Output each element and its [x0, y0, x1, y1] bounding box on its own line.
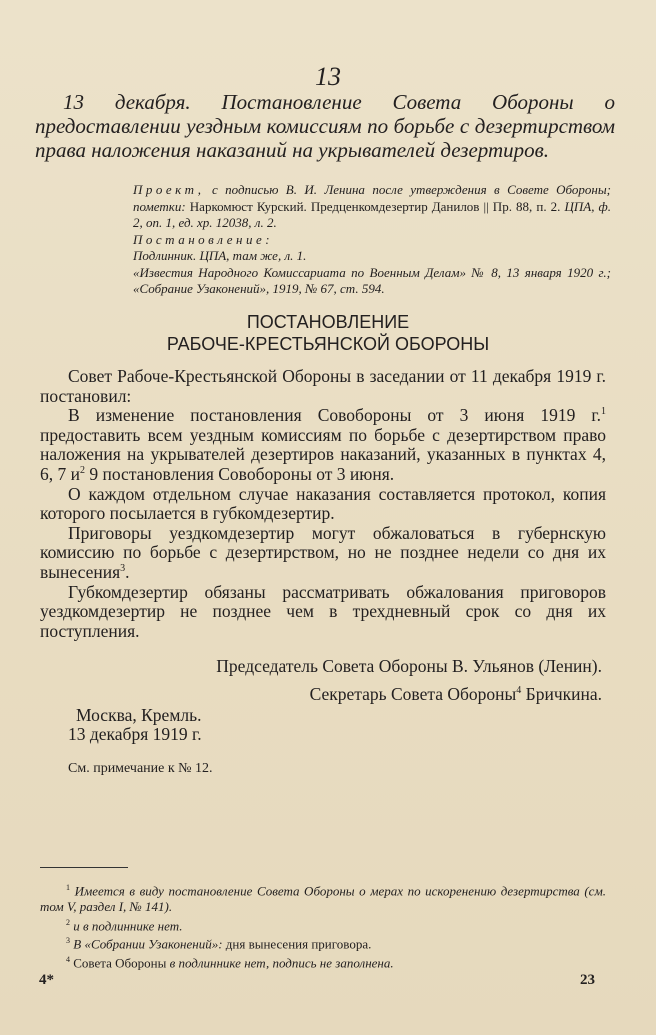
footnote-1-mark: 1 [66, 883, 70, 892]
draft-marks: Наркомюст Курский. Предценкомдезертир Данилов || Пр. 88, п. 2. [189, 198, 561, 214]
footnote-4-italic: в подлиннике нет, подпись не заполнена. [166, 955, 394, 971]
footnote-4-plain: Совета Обороны [73, 955, 167, 971]
secretary-signature-start: Секретарь Совета Обороны [309, 684, 517, 704]
paragraph-4-start: Приговоры уездкомдезертир могут обжаловаться в губернскую комиссию по борьбе с дезертирством, но не позднее недели со дня их вынесения [40, 522, 606, 582]
page-number: 23 [580, 972, 595, 988]
footnote-ref-4: 4 [516, 685, 522, 697]
paragraph-3: О каждом отдельном случае наказания составляется протокол, копия которого посылается в губкомдезертир. [40, 483, 606, 524]
place-line: Москва, Кремль. [76, 705, 202, 725]
footnote-1-text: Имеется в виду постановление Совета Обороны о мерах по искоренению дезертирства (см. том V, раздел I, № 141). [40, 883, 607, 914]
footnote-divider [40, 867, 128, 868]
paragraph-4-end: . [125, 561, 130, 582]
footnote-ref-3: 3 [120, 563, 126, 575]
footnote-3 [40, 933, 606, 952]
date-line: 13 декабря 1919 г. [68, 724, 202, 744]
paragraph-2-mid: предоставить всем уездным комиссиям по борьбе с дезертирством право наложения на укрывателей дезертиров наказаний, указанных в пунктах 4, 6, 7 и [40, 424, 606, 484]
heading-line-2: РАБОЧЕ-КРЕСТЬЯНСКОЙ ОБОРОНЫ [166, 334, 490, 354]
draft-archive-ref: ЦПА, ф. 2, оп. 1, ед. хр. 12038, л. 2. [133, 198, 612, 230]
paragraph-5: Губкомдезертир обязаны рассматривать обжалования приговоров уездкомдезертир не позднее чем в трехдневный срок со дня их поступления. [40, 581, 606, 641]
chairman-signature: Председатель Совета Обороны В. Ульянов (Ленин). [216, 656, 602, 676]
decree-label-line [133, 232, 611, 249]
document-title: 13 декабря. Постановление Совета Обороны о предоставлении уездным комиссиям по борьбе с дезертирством права наложения наказаний на укрывателей дезертиров. [35, 90, 615, 162]
footnote-4 [40, 952, 606, 971]
draft-label: Проект, [133, 182, 205, 197]
footnote-2-text: и в подлиннике нет. [73, 917, 183, 933]
decree-label: Постановление: [133, 231, 274, 247]
paragraph-2 [40, 406, 606, 484]
footnote-4-mark: 4 [66, 955, 70, 965]
decree-body [40, 367, 606, 641]
paragraph-2-end: 9 постановления Совобороны от 3 июня. [85, 463, 395, 484]
publication-source-note: «Известия Народного Комиссариата по Военным Делам» № 8, 13 января 1920 г.; «Собрание Узаконений», 1919, № 67, ст. 594. [133, 264, 611, 296]
original-source-note: Подлинник. ЦПА, там же, л. 1. [133, 248, 307, 263]
heading-line-1: ПОСТАНОВЛЕНИЕ [246, 312, 410, 332]
footnote-2-mark: 2 [66, 917, 70, 927]
see-note: См. примечание к № 12. [68, 761, 213, 776]
archival-source-notes [133, 182, 611, 298]
draft-source-note [133, 182, 611, 232]
secretary-signature [40, 684, 602, 705]
footnote-2 [40, 915, 606, 934]
footnote-ref-1: 1 [601, 406, 606, 418]
footnote-1 [40, 880, 606, 915]
footnote-ref-2: 2 [80, 465, 85, 477]
document-number: 13 [315, 62, 341, 91]
decree-heading [0, 311, 656, 355]
paragraph-4 [40, 524, 606, 583]
footnote-3-plain: дня вынесения приговора. [222, 936, 372, 952]
footnote-3-mark: 3 [66, 936, 70, 946]
printer-signature-mark: 4* [39, 972, 54, 988]
footnotes [40, 880, 606, 971]
footnote-3-italic: В «Собрании Узаконений»: [73, 936, 223, 952]
paragraph-2-start: В изменение постановления Совобороны от 3 июня 1919 г. [68, 405, 601, 426]
paragraph-1: Совет Рабоче-Крестьянской Обороны в заседании от 11 декабря 1919 г. постановил: [40, 366, 606, 406]
secretary-signature-end: Бричкина. [521, 684, 602, 704]
draft-description: с подписью В. И. Ленина после утверждения в Совете Обороны; пометки: [133, 182, 612, 214]
